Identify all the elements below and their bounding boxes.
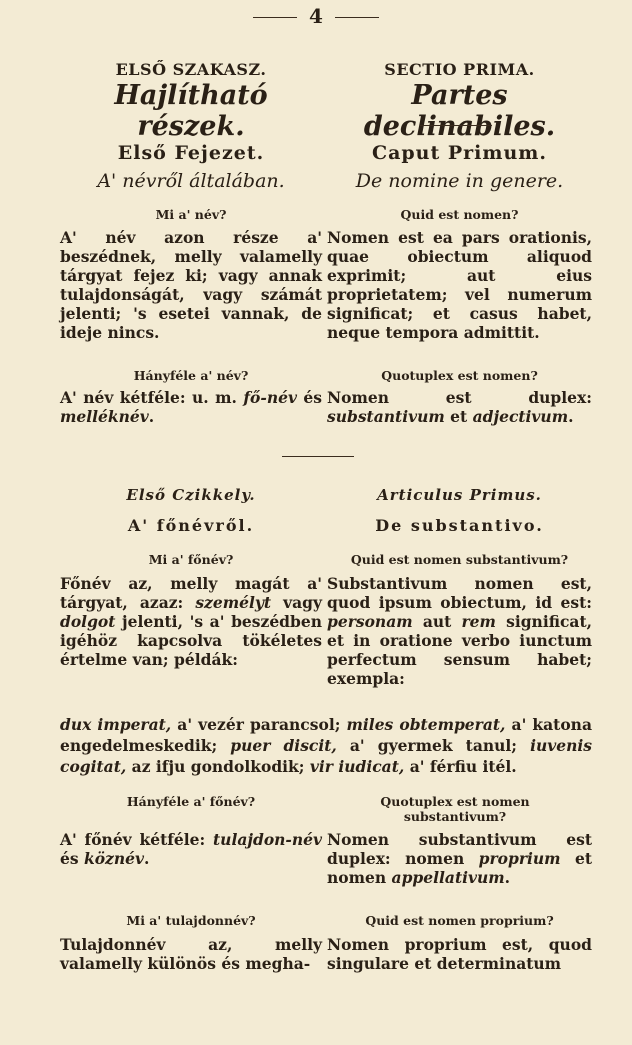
right-answer-4 xyxy=(327,830,592,887)
example-latin-2: miles obtemperat, xyxy=(346,715,506,734)
left-chapter-heading: Első Fejezet. xyxy=(117,142,265,164)
header-rule-left xyxy=(253,17,297,18)
left-a3-part2: vagy xyxy=(271,593,322,612)
right-section-label: SECTIO PRIMA. xyxy=(384,60,535,79)
left-article-heading: Első Czikkely. xyxy=(126,486,256,504)
example-latin-1: dux imperat, xyxy=(60,715,172,734)
right-a2-mid: et xyxy=(444,407,473,426)
left-chapter-subtitle: A' névről általában. xyxy=(97,170,285,192)
left-question-4: Hányféle a' főnév? xyxy=(126,794,256,809)
right-question-4: Quotuplex est nomen substantivum? xyxy=(380,794,530,824)
right-a3-term1: personam xyxy=(327,612,413,631)
right-a3-part1: Substantivum nomen est, quod ipsum obiectum, id est: xyxy=(327,574,592,612)
left-a4-end: . xyxy=(144,849,150,868)
example-hu-5: a' férfiu itél. xyxy=(404,757,517,776)
right-article-subtitle: De substantivo. xyxy=(375,516,544,535)
page-header xyxy=(0,4,632,28)
right-a4-term2: appellativum xyxy=(391,868,505,887)
left-question-2: Hányféle a' név? xyxy=(133,368,249,383)
left-answer-5: Tulajdonnév az, melly valamelly különös és megha- xyxy=(60,935,322,973)
left-a3-term2: dolgot xyxy=(60,612,116,631)
article-divider xyxy=(282,456,354,457)
right-answer-3 xyxy=(327,574,592,688)
right-answer-1: Nomen est ea pars orationis, quae obiectum aliquod exprimit; aut eius proprietatem; vel numerum significat; et casus habet, neque tempora admittit. xyxy=(327,228,592,342)
right-a3-part2: aut xyxy=(412,612,462,631)
example-latin-5: vir iudicat, xyxy=(309,757,405,776)
left-answer-3 xyxy=(60,574,322,669)
left-a2-end: . xyxy=(148,407,155,426)
right-a2-end: . xyxy=(568,407,574,426)
right-a3-term2: rem xyxy=(461,612,496,631)
left-answer-2 xyxy=(60,388,322,426)
left-article-subtitle: A' főnévről. xyxy=(127,516,255,535)
left-question-1: Mi a' név? xyxy=(155,207,227,222)
right-question-3: Quid est nomen substantivum? xyxy=(350,552,569,567)
left-a2-text: A' név kétféle: u. m. xyxy=(60,388,244,407)
left-section-label: ELSŐ SZAKASZ. xyxy=(115,60,267,79)
left-a4-term2: köznév xyxy=(83,849,145,868)
left-a2-term1: fő-név xyxy=(243,388,297,407)
left-a3-part1: Főnév az, melly magát a' tárgyat, azaz: xyxy=(60,574,322,612)
right-section-title: Partes declinabiles. xyxy=(363,80,556,142)
left-a4-text: A' főnév kétféle: xyxy=(60,830,214,849)
header-rule-right xyxy=(335,17,379,18)
example-hu-2: a' katona engedelmeskedik; xyxy=(60,715,592,755)
left-a2-term2: melléknév xyxy=(60,407,149,426)
left-answer-1: A' név azon része a' beszédnek, melly valamelly tárgyat fejez ki; vagy annak tulajdonságát, vagy számát jelenti; 's esetei vannak, de ideje nincs. xyxy=(60,228,322,342)
right-chapter-subtitle: De nomine in genere. xyxy=(355,170,564,192)
example-latin-4: iuvenis cogitat, xyxy=(60,736,592,776)
right-a2-text: Nomen est duplex: xyxy=(327,388,592,407)
left-section-title: Hajlítható részek. xyxy=(114,80,268,142)
right-article-heading: Articulus Primus. xyxy=(377,486,542,504)
right-a4-term1: proprium xyxy=(478,849,561,868)
left-a4-mid: és xyxy=(60,849,84,868)
right-a4-end: . xyxy=(504,868,511,887)
right-question-2: Quotuplex est nomen? xyxy=(381,368,538,383)
right-a2-term1: substantivum xyxy=(327,407,445,426)
left-a3-term1: személyt xyxy=(195,593,272,612)
right-a4-mid: et nomen xyxy=(327,849,593,887)
left-question-3: Mi a' főnév? xyxy=(148,552,234,567)
right-question-5: Quid est nomen proprium? xyxy=(365,913,554,928)
left-a3-part3: jelenti, 's a' beszédben igéhöz kapcsolva tökéletes értelme van; példák: xyxy=(60,612,322,669)
example-latin-3: puer discit, xyxy=(230,736,337,755)
right-answer-2 xyxy=(327,388,592,426)
left-answer-4 xyxy=(60,830,322,868)
title-divider xyxy=(420,125,492,126)
examples-paragraph xyxy=(60,714,592,777)
right-question-1: Quid est nomen? xyxy=(400,207,519,222)
left-a2-mid: és xyxy=(296,388,322,407)
right-a2-term2: adjectivum xyxy=(472,407,569,426)
page-number: 4 xyxy=(309,4,323,28)
right-chapter-heading: Caput Primum. xyxy=(371,142,548,164)
left-question-5: Mi a' tulajdonnév? xyxy=(126,913,256,928)
example-hu-4: az ifju gondolkodik; xyxy=(126,757,310,776)
right-answer-5: Nomen proprium est, quod singulare et determinatum xyxy=(327,935,592,973)
right-a3-part3: significat, et in oratione verbo iunctum perfectum sensum habet; exempla: xyxy=(327,612,593,688)
left-a4-term1: tulajdon-név xyxy=(213,830,322,849)
right-a4-text: Nomen substantivum est duplex: nomen xyxy=(327,830,592,868)
example-hu-1: a' vezér parancsol; xyxy=(171,715,347,734)
example-hu-3: a' gyermek tanul; xyxy=(336,736,531,755)
